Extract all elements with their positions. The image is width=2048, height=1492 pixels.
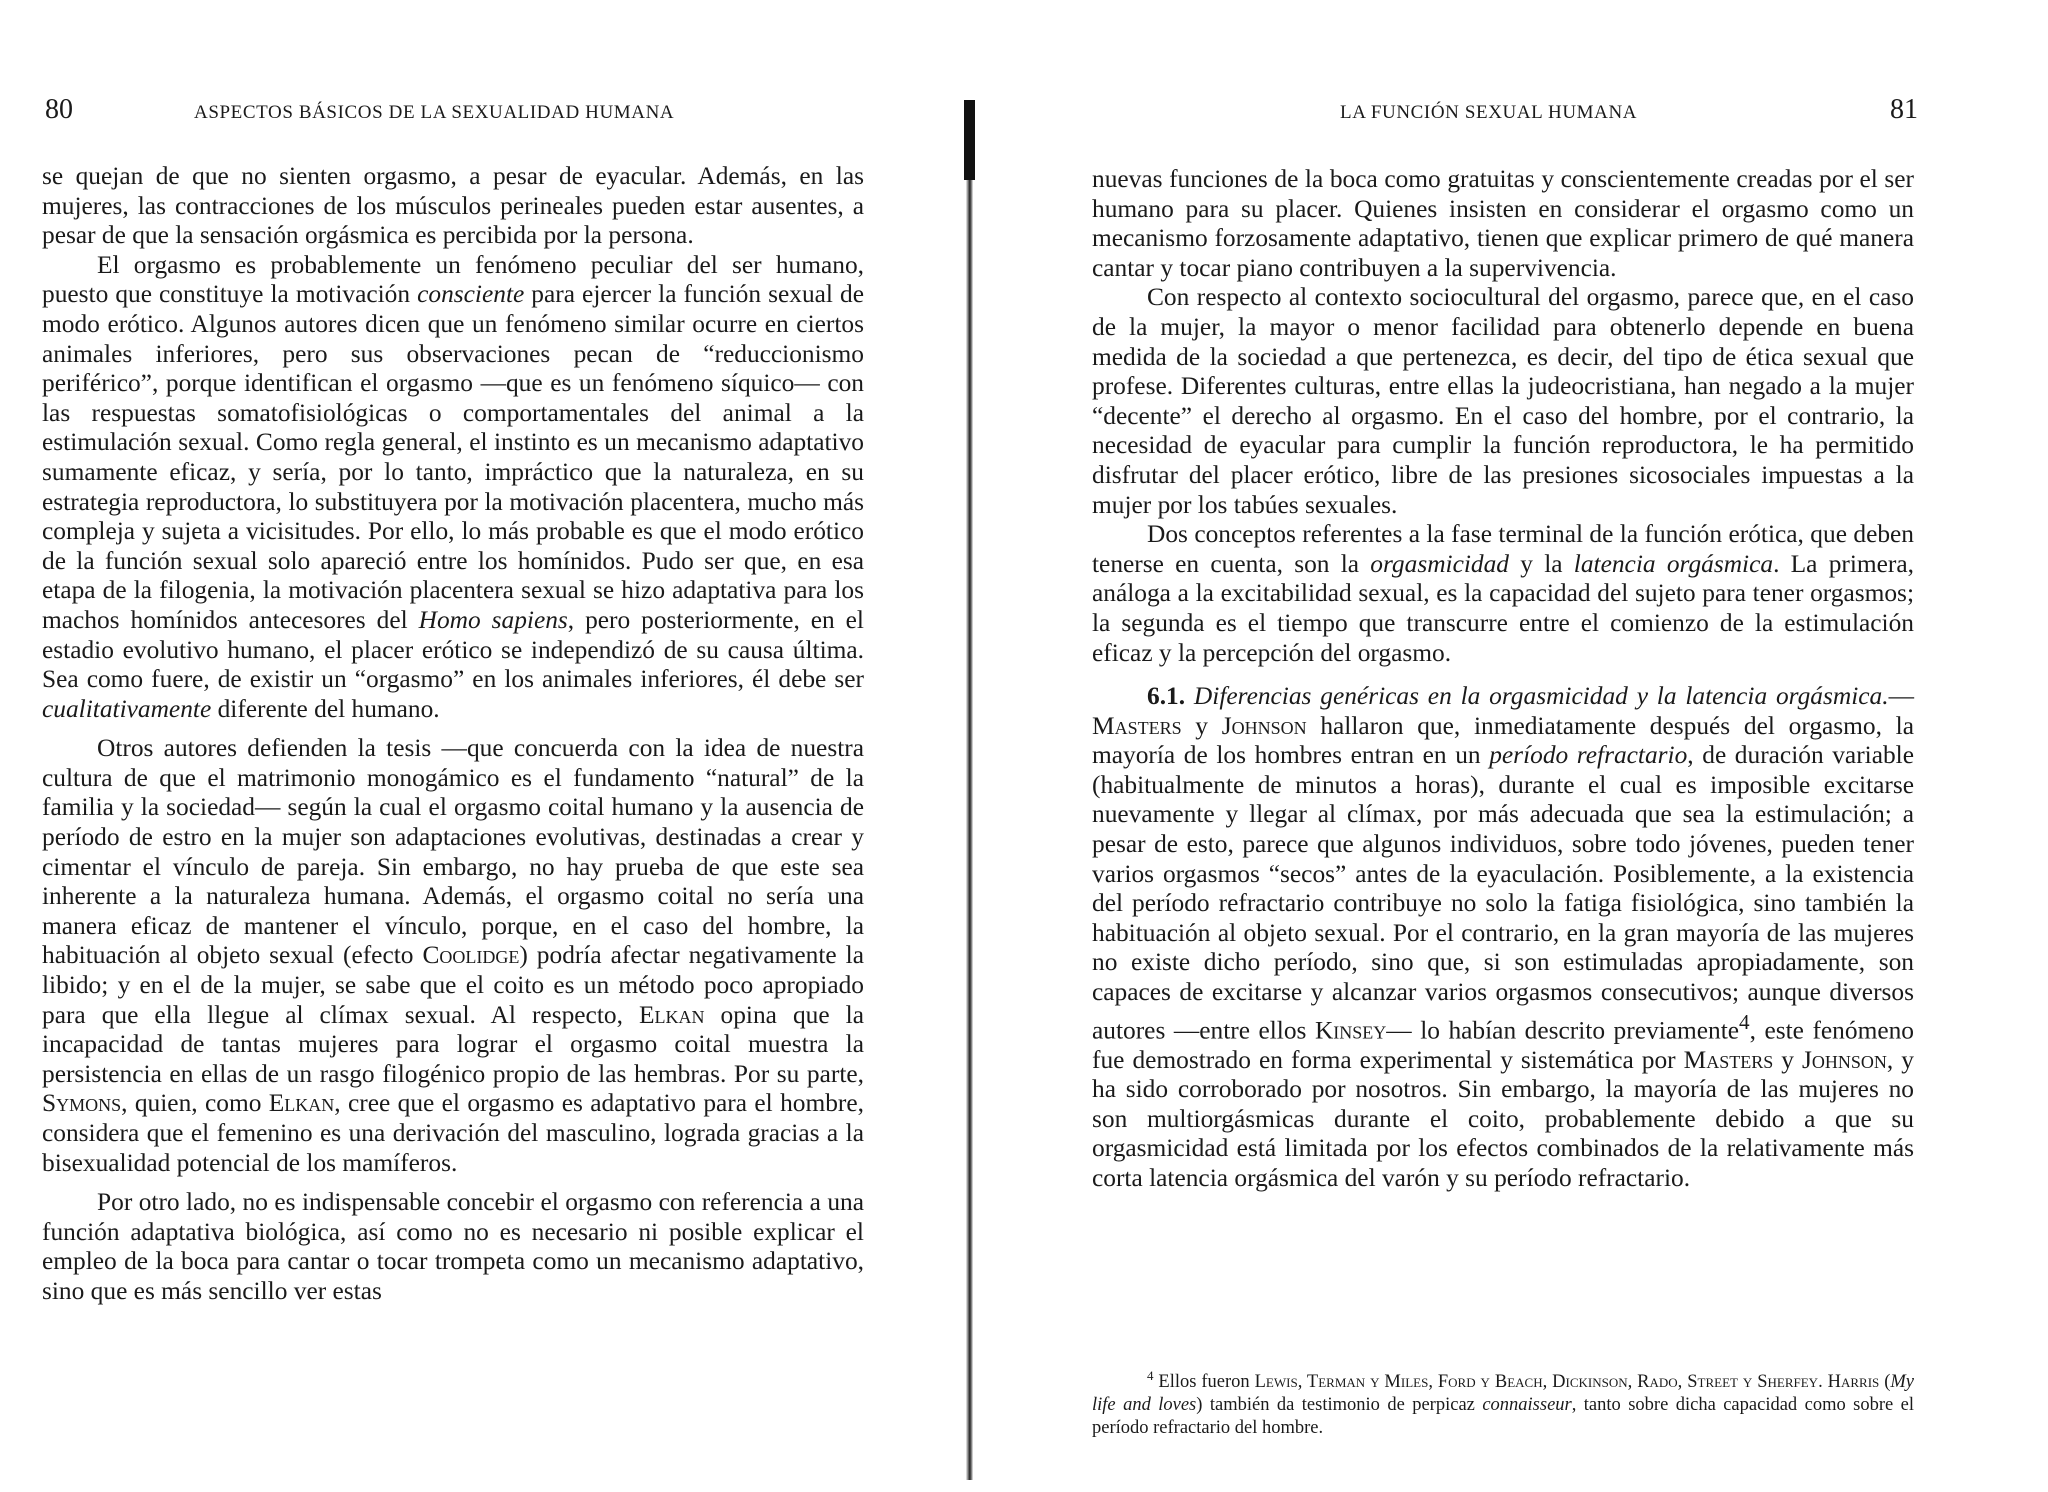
book-gutter <box>955 100 985 1480</box>
page-body <box>42 162 864 1307</box>
right-page <box>1000 0 2048 1492</box>
paragraph: nuevas funciones de la boca como gratuitas y conscientemente creadas por el ser humano para su placer. Quienes insisten en considerar el orgasmo como un mecanismo forzosamente adaptativo, tienen que explicar primero de qué manera cantar y tocar piano contribuyen a la supervivencia. <box>1092 165 1914 282</box>
paragraph: Con respecto al contexto sociocultural del orgasmo, parece que, en el caso de la mujer, la mayor o menor facilidad para obtenerlo depende en buena medida de la sociedad a que pertenezca, es decir, del tipo de ética sexual que profese. Diferentes culturas, entre ellas la judeocristiana, han negado a la mujer “decente” el derecho al orgasmo. En el caso del hombre, por el contrario, la necesidad de eyacular para cumplir la función reproductora, le ha permitido disfrutar del placer erótico, libre de las presiones sicosociales impuestas a la mujer por los tabúes sexuales. <box>1092 283 1914 519</box>
page-number: 81 <box>1890 94 1918 125</box>
left-page <box>0 0 960 1492</box>
running-head: LA FUNCIÓN SEXUAL HUMANA <box>1340 102 1638 123</box>
paragraph: Dos conceptos referentes a la fase terminal de la función erótica, que deben tenerse en cuenta, son la orgasmicidad y la latencia orgásmica. La primera, análoga a la excitabilidad sexual, es la capacidad del sujeto para tener orgasmos; la segunda es el tiempo que transcurre entre el comienzo de la estimulación eficaz y la percepción del orgasmo. <box>1092 520 1914 667</box>
footnote-ref: 4 <box>1739 1009 1750 1034</box>
gutter-shadow <box>966 100 973 1480</box>
section-number: 6.1. <box>1147 682 1186 711</box>
page-body <box>1092 165 1914 1194</box>
section-title: Diferencias genéricas en la orgasmicidad y la latencia orgásmica. <box>1193 682 1889 711</box>
page-number: 80 <box>45 94 73 125</box>
gutter-top-shadow <box>964 100 975 180</box>
footnote: $^4$ Ellos fueron Lewis, Terman y Miles, Ford y Beach, Dickinson, Rado, Street y Sherfey. Harris (My life and loves) también da testimonio de perpicaz connaisseur, tanto sobre dicha capacidad como sobre el período refractario del hombre. <box>1092 1368 1915 1439</box>
paragraph: Por otro lado, no es indispensable concebir el orgasmo con referencia a una función adaptativa biológica, así como no es necesario ni posible explicar el empleo de la boca para cantar o tocar trompeta como un mecanismo adaptativo, sino que es más sencillo ver estas <box>42 1188 864 1305</box>
section-paragraph: 6.1. Diferencias genéricas en la orgasmicidad y la latencia orgásmica.—Masters y Johnson hallaron que, inmediatamente después del orgasmo, la mayoría de los hombres entran en un período refractario, de duración variable (habitualmente de minutos a horas), durante el cual es imposible excitarse nuevamente y llegar al clímax, por más adecuada que sea la estimulación; a pesar de esto, parece que algunos individuos, sobre todo jóvenes, pueden tener varios orgasmos “secos” antes de la eyaculación. Posiblemente, a la existencia del período refractario contribuye no solo la fatiga fisiológica, sino también la habituación al objeto sexual. Por el contrario, en la gran mayoría de las mujeres no existe dicho período, sino que, si son estimuladas apropiadamente, son capaces de excitarse y alcanzar varios orgasmos consecutivos; aunque diversos autores —entre ellos Kinsey— lo habían descrito previamente$^4$, este fenómeno fue demostrado en forma experimental y sistemática por Masters y Johnson, y ha sido corroborado por nosotros. Sin embargo, la mayoría de las mujeres no son multiorgásmicas durante el coito, probablemente debido a que su orgasmicidad está limitada por los efectos combinados de la relativamente más corta latencia orgásmica del varón y su período refractario. <box>1092 682 1915 1193</box>
paragraph: se quejan de que no sienten orgasmo, a pesar de eyacular. Además, en las mujeres, las contracciones de los músculos perineales pueden estar ausentes, a pesar de que la sensación orgásmica es percibida por la persona. <box>42 162 864 250</box>
paragraph: El orgasmo es probablemente un fenómeno peculiar del ser humano, puesto que constituye la motivación consciente para ejercer la función sexual de modo erótico. Algunos autores dicen que un fenómeno similar ocurre en ciertos animales inferiores, pero sus observaciones pecan de “reduccionismo periférico”, porque identifican el orgasmo —que es un fenómeno síquico— con las respuestas somatofisiológicas o comportamentales del animal a la estimulación sexual. Como regla general, el instinto es un mecanismo adaptativo sumamente eficaz, y sería, por lo tanto, impráctico que la naturaleza, en su estrategia reproductora, lo substituyera por la motivación placentera, mucho más compleja y sujeta a vicisitudes. Por ello, lo más probable es que el modo erótico de la función sexual solo apareció entre los homínidos. Pudo ser que, en esa etapa de la filogenia, la motivación placentera sexual se hizo adaptativa para los machos homínidos antecesores del Homo sapiens, pero posteriormente, en el estadio evolutivo humano, el placer erótico se independizó de su causa última. Sea como fuere, de existir un “orgasmo” en los animales inferiores, él debe ser cualitativamente diferente del humano. <box>42 250 864 723</box>
paragraph: Otros autores defienden la tesis —que concuerda con la idea de nuestra cultura de que el matrimonio monogámico es el fundamento “natural” de la familia y la sociedad— según la cual el orgasmo coital humano y la ausencia de período de estro en la mujer son adaptaciones evolutivas, destinadas a crear y cimentar el vínculo de pareja. Sin embargo, no hay prueba de que este sea inherente a la naturaleza humana. Además, el orgasmo coital no sería una manera eficaz de mantener el vínculo, porque, en el caso del hombre, la habituación al objeto sexual (efecto Coolidge) podría afectar negativamente la libido; y en el de la mujer, se sabe que el coito es un método poco apropiado para que ella llegue al clímax sexual. Al respecto, Elkan opina que la incapacidad de tantas mujeres para lograr el orgasmo coital muestra la persistencia en ellas de un rasgo filogénico propio de las hembras. Por su parte, Symons, quien, como Elkan, cree que el orgasmo es adaptativo para el hombre, considera que el femenino es una derivación del masculino, lograda gracias a la bisexualidad potencial de los mamíferos. <box>42 734 865 1177</box>
running-head: ASPECTOS BÁSICOS DE LA SEXUALIDAD HUMANA <box>194 102 675 123</box>
